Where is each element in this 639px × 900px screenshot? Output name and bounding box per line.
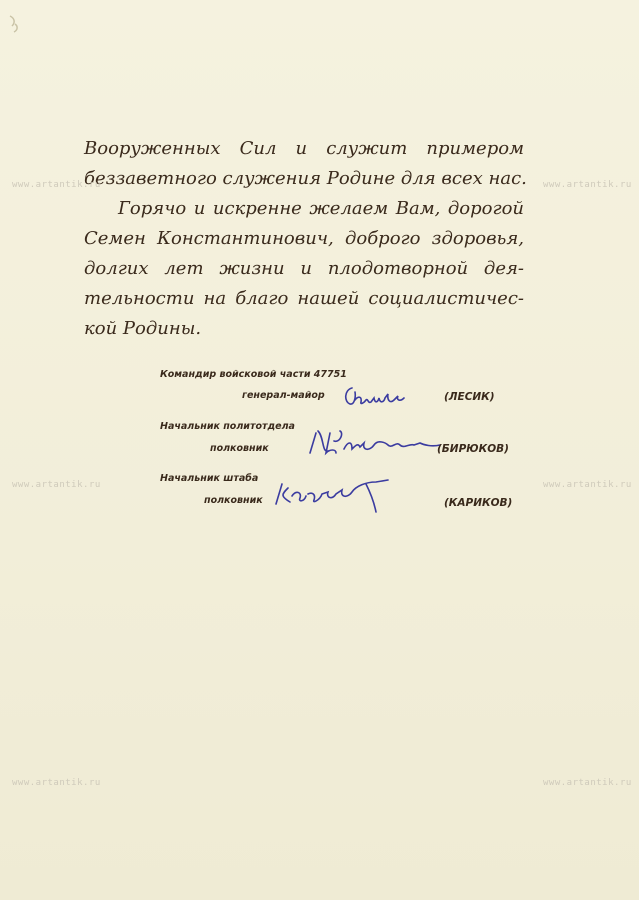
- watermark-text: www.artantik.ru: [543, 778, 632, 788]
- watermark-text: www.artantik.ru: [543, 180, 632, 190]
- letter-line: тельности на благо нашей социалистичес-: [84, 288, 524, 309]
- letter-line: долгих лет жизни и плодотворной дея-: [84, 258, 524, 279]
- signatory-1-rank: генерал-майор: [242, 390, 325, 401]
- letter-line: Горячо и искренне желаем Вам, дорогой: [118, 198, 524, 219]
- watermark-text: www.artantik.ru: [12, 778, 101, 788]
- signatory-2-name: (БИРЮКОВ): [437, 443, 509, 455]
- letter-line: Семен Константинович, доброго здоровья,: [84, 228, 524, 249]
- watermark-text: www.artantik.ru: [543, 480, 632, 490]
- signatory-3-position: Начальник штаба: [160, 473, 259, 484]
- signatory-2-rank: полковник: [210, 443, 269, 454]
- signatory-3-name: (КАРИКОВ): [444, 497, 513, 509]
- letter-body: [84, 134, 527, 344]
- watermark-text: www.artantik.ru: [12, 180, 101, 190]
- signatory-3-signature: [270, 472, 400, 516]
- signatory-2-position: Начальник политотдела: [160, 421, 295, 432]
- watermark-text: www.artantik.ru: [12, 480, 101, 490]
- signatory-3-rank: полковник: [204, 495, 263, 506]
- letter-line: беззаветного служения Родине для всех нас.: [84, 168, 527, 189]
- corner-mark: [6, 14, 24, 34]
- signatory-1-position: Командир войсковой части 47751: [160, 369, 347, 380]
- signatory-1-name: (ЛЕСИК): [444, 391, 495, 403]
- signatory-2-signature: [300, 423, 442, 461]
- letter-line: кой Родины.: [84, 318, 202, 339]
- signatory-1-signature: [338, 380, 410, 414]
- letter-line: Вооруженных Сил и служит примером: [84, 138, 524, 159]
